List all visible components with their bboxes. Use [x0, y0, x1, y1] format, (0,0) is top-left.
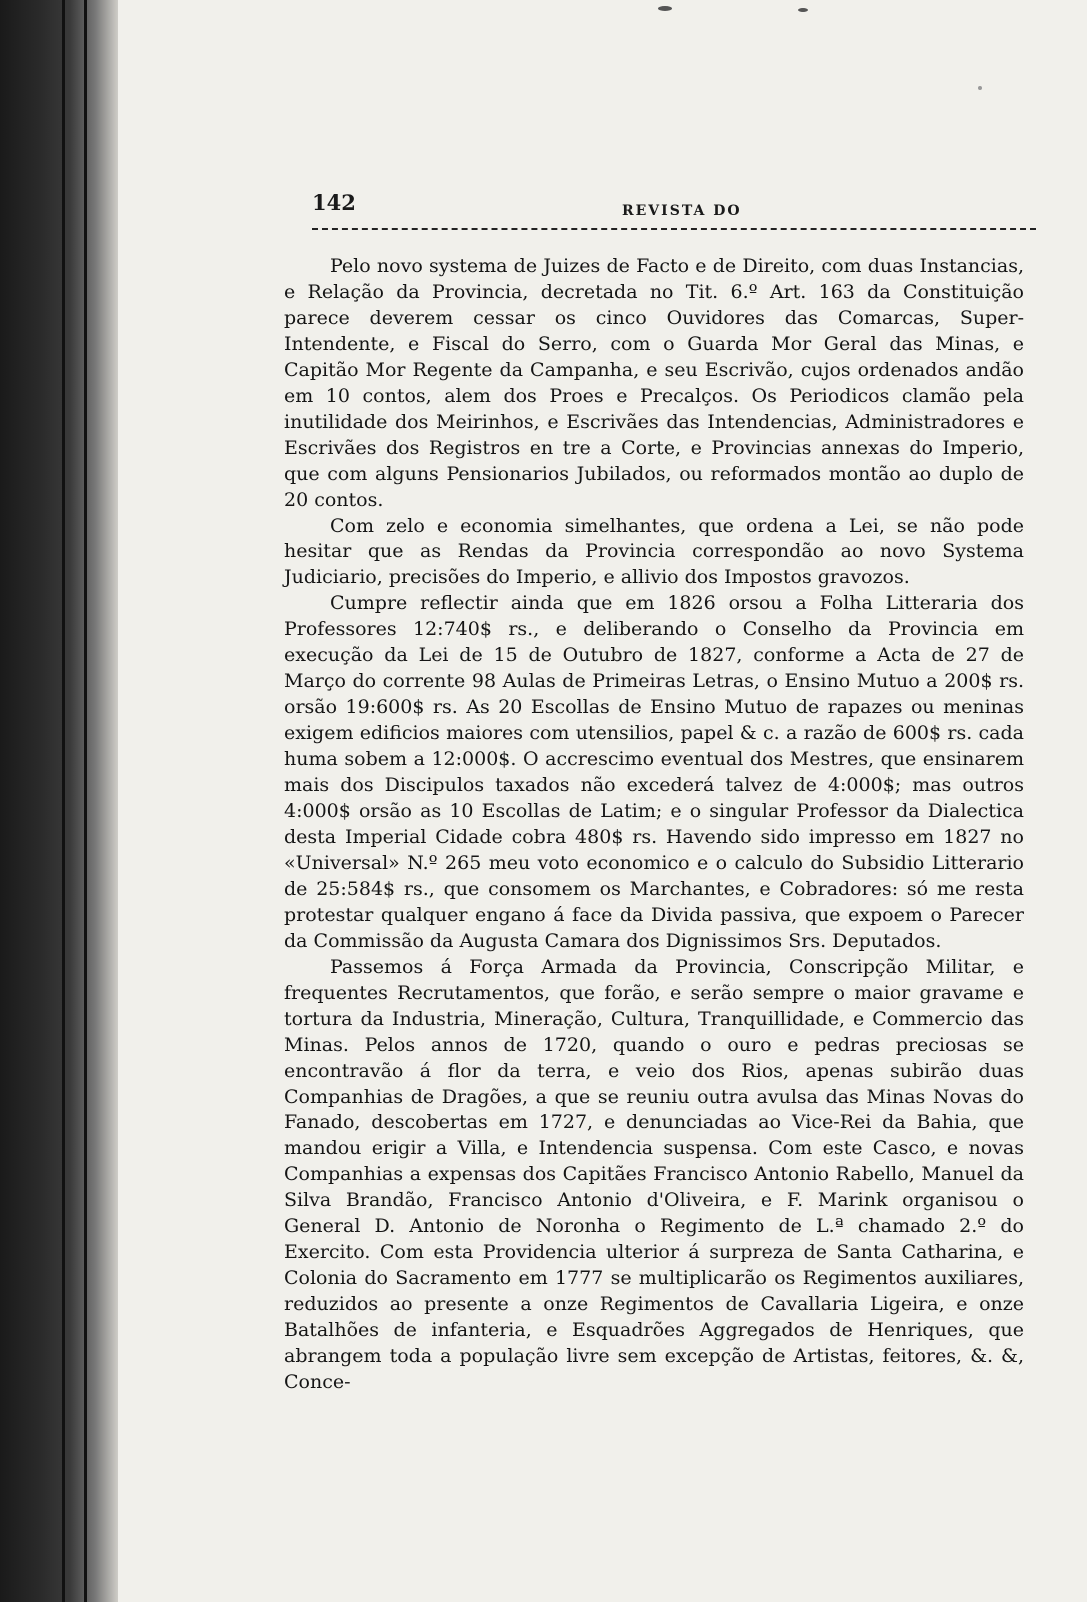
- page-header: [312, 190, 1036, 240]
- paragraph: Com zelo e economia simelhantes, que ordena a Lei, se não pode hesitar que as Rendas da Provincia correspondão ao novo Systema Judiciario, precisões do Imperio, e allivio dos Impostos gravozos.: [284, 514, 1024, 589]
- paragraph: Cumpre reflectir ainda que em 1826 orsou a Folha Litteraria dos Professores 12:740$ rs., e deliberando o Conselho da Provincia em execução da Lei de 15 de Outubro de 1827, conforme a Acta de 27 de Março do corrente 98 Aulas de Primeiras Letras, o Ensino Mutuo a 200$ rs. orsão 19:600$ rs. As 20 Escollas de Ensino Mutuo de rapazes ou meninas exigem edificios maiores com utensilios, papel & c. a razão de 600$ rs. cada huma sobem a 12:000$. O accrescimo eventual dos Mestres, que ensinarem mais dos Discipulos taxados não excederá talvez de 4:000$; mas outros 4:000$ orsão as 10 Escollas de Latim; e o singular Professor da Dialectica desta Imperial Cidade cobra 480$ rs. Havendo sido impresso em 1827 no «Universal» N.º 265 meu voto economico e o calculo do Subsidio Litterario de 25:584$ rs., que consomem os Marchantes, e Cobradores: só me resta protestar qualquer engano á face da Divida passiva, que expoem o Parecer da Commissão da Augusta Camara dos Dignissimos Srs. Deputados.: [284, 592, 1024, 952]
- header-rule: [312, 228, 1036, 233]
- paragraph: Passemos á Força Armada da Provincia, Conscripção Militar, e frequentes Recrutamentos, que forão, e serão sempre o maior gravame e tortura da Industria, Mineração, Cultura, Tranquillidade, e Commercio das Minas. Pelos annos de 1720, quando o ouro e pedras preciosas se encontravão á flor da terra, e veio dos Rios, apenas subirão duas Companhias de Dragões, a que se reuniu outra avulsa das Minas Novas do Fanado, descobertas em 1727, e denunciadas ao Vice-Rei da Bahia, que mandou erigir a Villa, e Intendencia suspensa. Com este Casco, e novas Companhias a expensas dos Capitães Francisco Antonio Rabello, Manuel da Silva Brandão, Francisco Antonio d'Oliveira, e F. Marink organisou o General D. Antonio de Noronha o Regimento de L.ª chamado 2.º do Exercito. Com esta Providencia ulterior á surpreza de Santa Catharina, e Colonia do Sacramento em 1777 se multiplicarão os Regimentos auxiliares, reduzidos ao presente a onze Regimentos de Cavallaria Ligeira, e onze Batalhões de infanteria, e Esquadrões Aggregados de Henriques, que abrangem toda a população livre sem excepção de Artistas, feitores, &. &, Conce-: [284, 955, 1024, 1393]
- body-text: [284, 254, 1024, 1396]
- running-head: REVISTA DO: [622, 203, 742, 219]
- scan-speck: [798, 8, 808, 12]
- binding-edge-line: [62, 0, 65, 1602]
- page-number: 142: [312, 190, 356, 215]
- binding-edge-line: [84, 0, 87, 1602]
- scan-speck: [978, 86, 982, 90]
- book-binding-shadow: [0, 0, 118, 1602]
- scan-speck: [658, 6, 672, 11]
- paragraph: Pelo novo systema de Juizes de Facto e de Direito, com duas Instancias, e Relação da Provincia, decretada no Tit. 6.º Art. 163 da Constituição parece deverem cessar os cinco Ouvidores das Comarcas, Super-Intendente, e Fiscal do Serro, com o Guarda Mor Geral das Minas, e Capitão Mor Regente da Campanha, e seu Escrivão, cujos ordenados andão em 10 contos, alem dos Proes e Precalços. Os Periodicos clamão pela inutilidade dos Meirinhos, e Escrivães das Intendencias, Administradores e Escrivães dos Registros en tre a Corte, e Provincias annexas do Imperio, que com alguns Pensionarios Jubilados, ou reformados montão ao duplo de 20 contos.: [284, 255, 1024, 511]
